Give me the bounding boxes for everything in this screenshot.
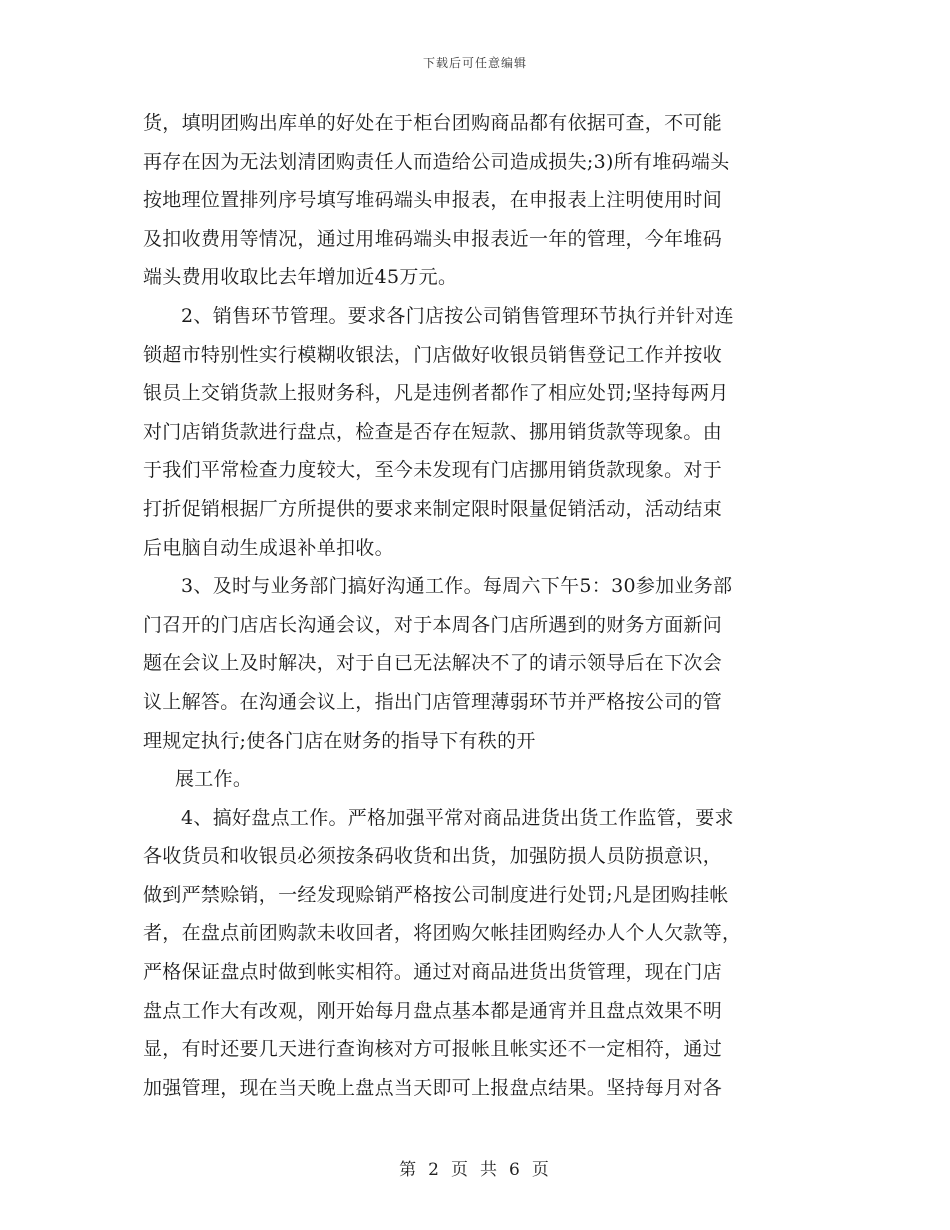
footer-page-number: 2 xyxy=(428,1160,441,1180)
body-line: 于我们平常检查力度较大，至今未发现有门店挪用销货款现象。对于 xyxy=(143,459,723,482)
body-line: 各收货员和收银员必须按条码收货和出货，加强防损人员防损意识， xyxy=(143,845,723,868)
body-line: 打折促销根据厂方所提供的要求来制定限时限量促销活动，活动结束 xyxy=(143,497,723,520)
body-line: 者，在盘点前团购款未收回者，将团购欠帐挂团购经办人个人欠款等， xyxy=(143,922,742,945)
body-line: 盘点工作大有改观，刚开始每月盘点基本都是通宵并且盘点效果不明 xyxy=(143,999,723,1022)
footer-page-label: 页 xyxy=(451,1160,470,1180)
body-line: 端头费用收取比去年增加近45万元。 xyxy=(143,266,458,289)
body-line: 货，填明团购出库单的好处在于柜台团购商品都有依据可查，不可能 xyxy=(143,112,723,134)
body-line: 理规定执行;使各门店在财务的指导下有秩的开 xyxy=(143,729,536,752)
page-footer xyxy=(0,1155,950,1180)
page-header: 下载后可任意编辑 xyxy=(422,56,527,70)
body-line: 3、及时与业务部门搞好沟通工作。每周六下午5：30参加业务部 xyxy=(181,575,733,598)
body-line: 对门店销货款进行盘点，检查是否存在短款、挪用销货款等现象。由 xyxy=(143,420,723,443)
body-line: 题在会议上及时解决，对于自已无法解决不了的请示领导后在下次会 xyxy=(143,652,723,675)
body-line: 锁超市特别性实行模糊收银法，门店做好收银员销售登记工作并按收 xyxy=(143,343,723,366)
body-line: 严格保证盘点时做到帐实相符。通过对商品进货出货管理，现在门店 xyxy=(143,961,723,984)
body-line: 银员上交销货款上报财务科，凡是违例者都作了相应处罚;坚持每两月 xyxy=(143,382,729,405)
footer-suffix: 页 xyxy=(531,1160,551,1180)
body-line: 做到严禁赊销，一经发现赊销严格按公司制度进行处罚;凡是团购挂帐 xyxy=(143,883,729,906)
body-line: 4、搞好盘点工作。严格加强平常对商品进货出货工作监管，要求 xyxy=(181,806,734,829)
body-line: 再存在因为无法划清团购责任人而造给公司造成损失;3)所有堆码端头 xyxy=(143,150,730,173)
footer-total-pages: 6 xyxy=(509,1160,522,1180)
footer-prefix: 第 xyxy=(399,1160,419,1180)
body-line: 按地理位置排列序号填写堆码端头申报表，在申报表上注明使用时间 xyxy=(143,189,723,212)
body-line: 显，有时还要几天进行查询核对方可报帐且帐实还不一定相符，通过 xyxy=(143,1038,723,1061)
body-line: 2、销售环节管理。要求各门店按公司销售管理环节执行并针对连 xyxy=(181,304,734,327)
body-line: 议上解答。在沟通会议上，指出门店管理薄弱环节并严格按公司的管 xyxy=(143,690,723,713)
body-line: 及扣收费用等情况，通过用堆码端头申报表近一年的管理，今年堆码 xyxy=(143,227,723,250)
body-line: 加强管理，现在当天晚上盘点当天即可上报盘点结果。坚持每月对各 xyxy=(143,1076,723,1099)
document-body xyxy=(143,104,803,1107)
body-line: 后电脑自动生成退补单扣收。 xyxy=(143,536,394,559)
body-line: 展工作。 xyxy=(175,768,253,791)
footer-total-label: 共 xyxy=(480,1160,499,1180)
body-line: 门召开的门店店长沟通会议，对于本周各门店所遇到的财务方面新问 xyxy=(143,613,723,636)
